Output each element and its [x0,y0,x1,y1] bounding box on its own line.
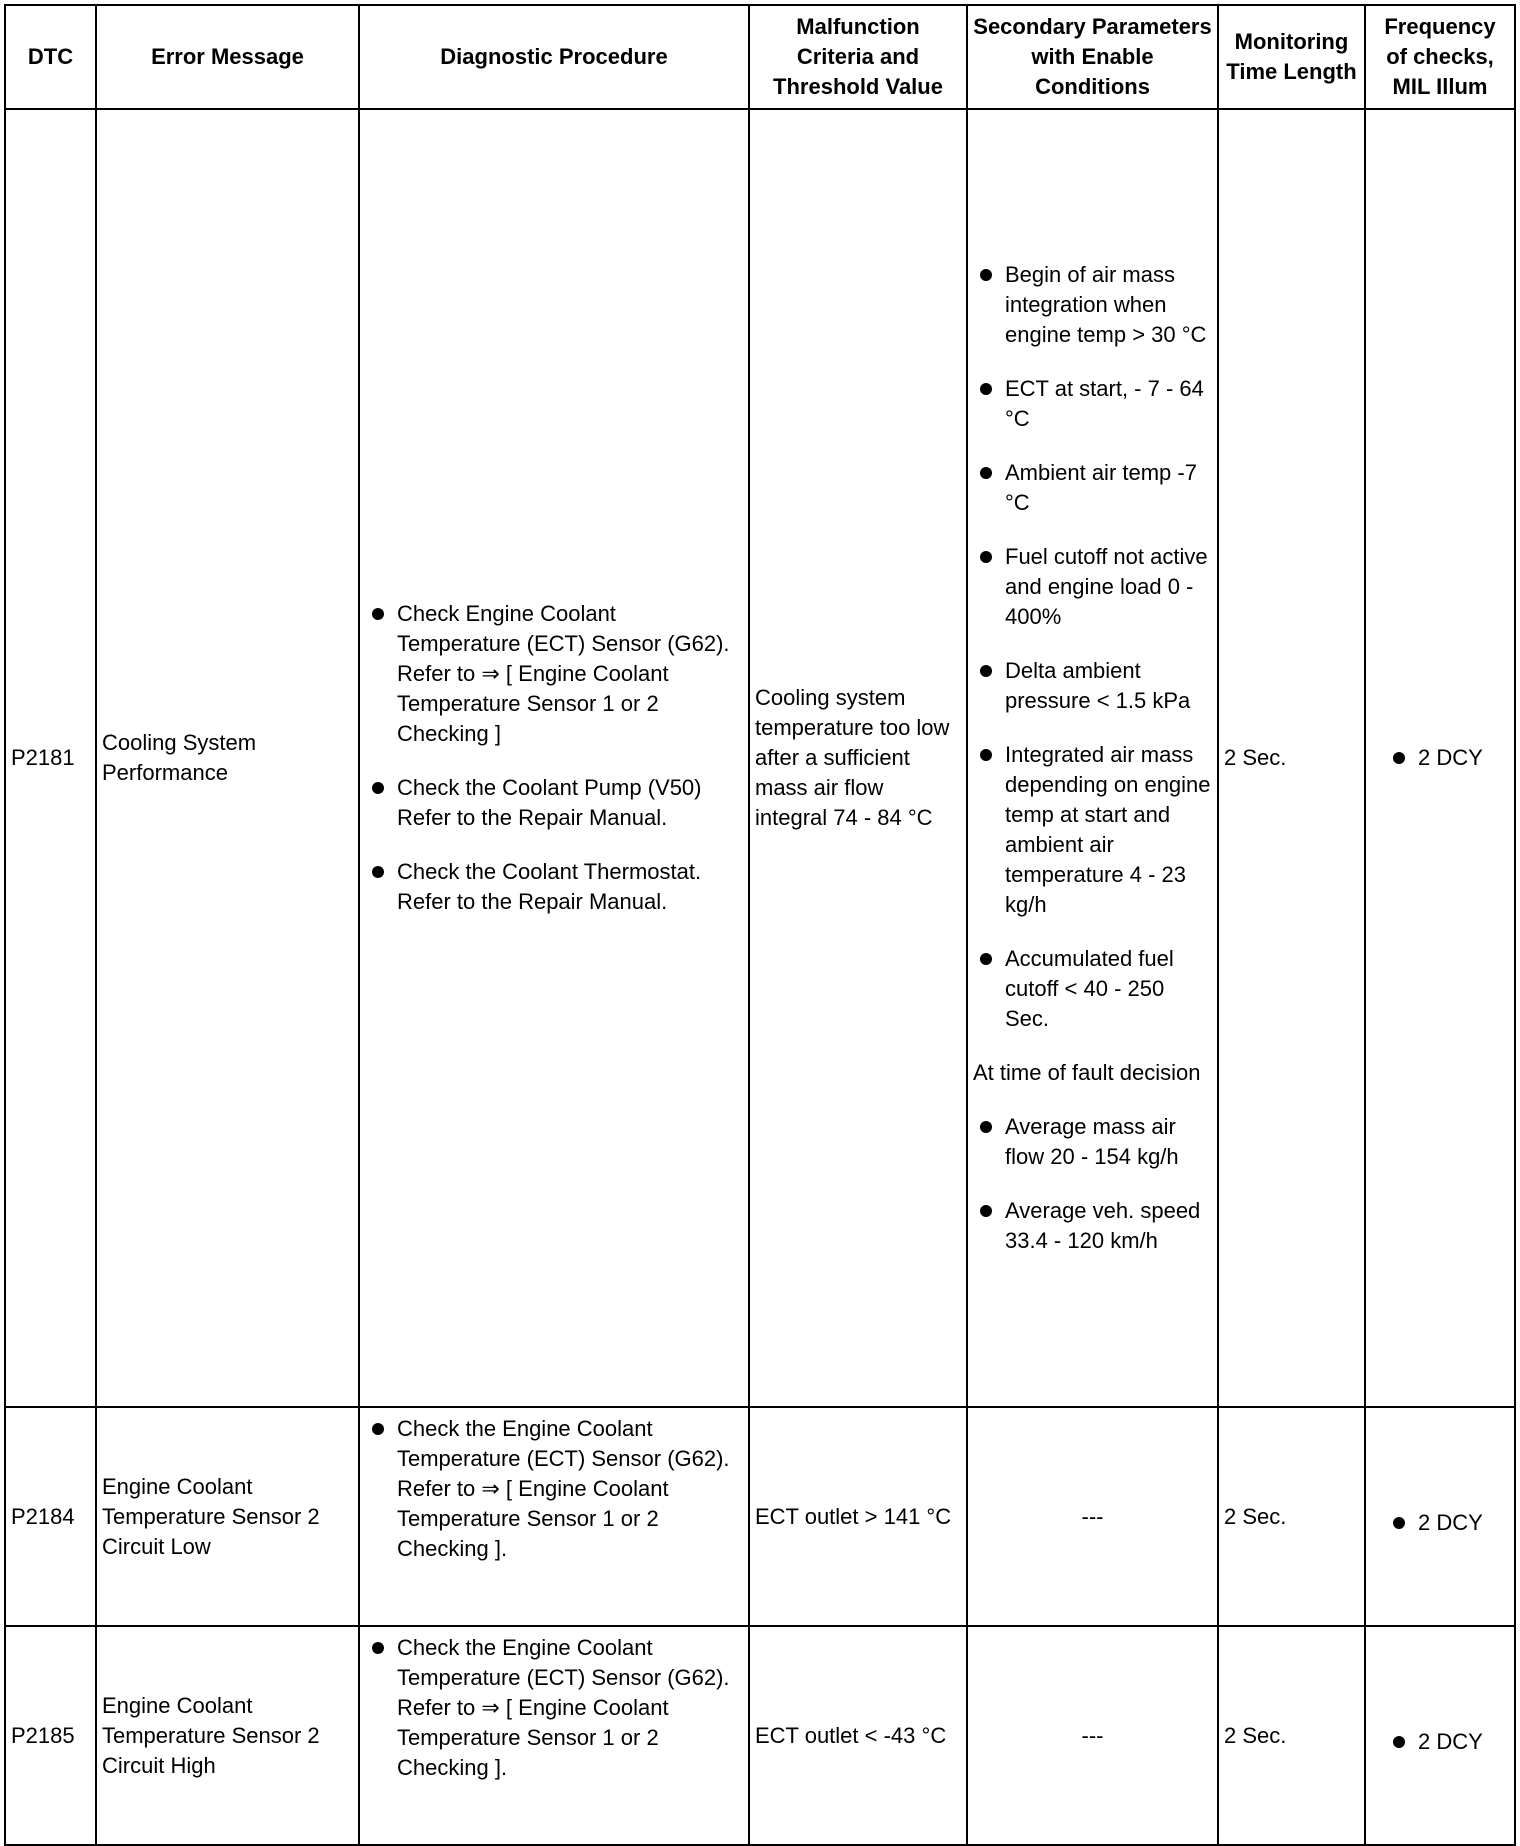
secondary-item: Average veh. speed 33.4 - 120 km/h [973,1196,1212,1256]
malfunction-criteria: ECT outlet > 141 °C [749,1407,967,1626]
frequency-list [1386,1727,1509,1757]
frequency-cell [1365,109,1515,1407]
secondary-item: Begin of air mass integration when engine temp > 30 °C [973,260,1212,350]
header-monitoring-time: Monitoring Time Length [1218,5,1365,109]
secondary-parameters: --- [967,1407,1218,1626]
diagnostic-list [365,1414,743,1564]
table-row [5,109,1515,1407]
diagnostic-item: Check the Coolant Pump (V50) Refer to the Repair Manual. [365,773,743,833]
secondary-list [973,260,1212,1034]
secondary-list-after [973,1112,1212,1256]
diagnostic-item: Check the Engine Coolant Temperature (ECT) Sensor (G62). Refer to ⇒ [ Engine Coolant Temperature Sensor 1 or 2 Checking ]. [365,1414,743,1564]
secondary-item: Accumulated fuel cutoff < 40 - 250 Sec. [973,944,1212,1034]
header-dtc: DTC [5,5,96,109]
diagnostic-procedure [359,1407,749,1626]
header-frequency: Frequency of checks, MIL Illum [1365,5,1515,109]
diagnostic-procedure [359,1626,749,1845]
dtc-code: P2181 [5,109,96,1407]
frequency-cell [1365,1407,1515,1626]
dtc-code: P2185 [5,1626,96,1845]
secondary-parameters [967,109,1218,1407]
frequency-list [1386,1508,1509,1538]
secondary-item: ECT at start, - 7 - 64 °C [973,374,1212,434]
frequency-item: 2 DCY [1386,1508,1509,1538]
secondary-item: Fuel cutoff not active and engine load 0 - 400% [973,542,1212,632]
frequency-cell [1365,1626,1515,1845]
secondary-item: Ambient air temp -7 °C [973,458,1212,518]
diagnostic-list [365,599,743,917]
dtc-table [4,4,1516,1846]
frequency-list [1386,743,1509,773]
error-message: Engine Coolant Temperature Sensor 2 Circuit Low [96,1407,359,1626]
diagnostic-list [365,1633,743,1783]
diagnostic-item: Check Engine Coolant Temperature (ECT) Sensor (G62). Refer to ⇒ [ Engine Coolant Temperature Sensor 1 or 2 Checking ] [365,599,743,749]
monitoring-time: 2 Sec. [1218,1407,1365,1626]
table-row [5,1407,1515,1626]
secondary-item: Delta ambient pressure < 1.5 kPa [973,656,1212,716]
secondary-parameters: --- [967,1626,1218,1845]
monitoring-time: 2 Sec. [1218,109,1365,1407]
header-malfunction-criteria: Malfunction Criteria and Threshold Value [749,5,967,109]
frequency-item: 2 DCY [1386,743,1509,773]
table-row [5,1626,1515,1845]
header-diagnostic-procedure: Diagnostic Procedure [359,5,749,109]
diagnostic-item: Check the Engine Coolant Temperature (ECT) Sensor (G62). Refer to ⇒ [ Engine Coolant Temperature Sensor 1 or 2 Checking ]. [365,1633,743,1783]
malfunction-criteria: ECT outlet < -43 °C [749,1626,967,1845]
fault-decision-note: At time of fault decision [973,1060,1201,1085]
header-error-message: Error Message [96,5,359,109]
header-row [5,5,1515,109]
secondary-item: Integrated air mass depending on engine temp at start and ambient air temperature 4 - 23 kg/h [973,740,1212,920]
error-message: Engine Coolant Temperature Sensor 2 Circuit High [96,1626,359,1845]
header-secondary-parameters: Secondary Parameters with Enable Conditions [967,5,1218,109]
monitoring-time: 2 Sec. [1218,1626,1365,1845]
diagnostic-procedure [359,109,749,1407]
diagnostic-item: Check the Coolant Thermostat. Refer to the Repair Manual. [365,857,743,917]
malfunction-criteria: Cooling system temperature too low after a sufficient mass air flow integral 74 - 84 °C [749,109,967,1407]
secondary-item: Average mass air flow 20 - 154 kg/h [973,1112,1212,1172]
error-message: Cooling System Performance [96,109,359,1407]
frequency-item: 2 DCY [1386,1727,1509,1757]
dtc-code: P2184 [5,1407,96,1626]
